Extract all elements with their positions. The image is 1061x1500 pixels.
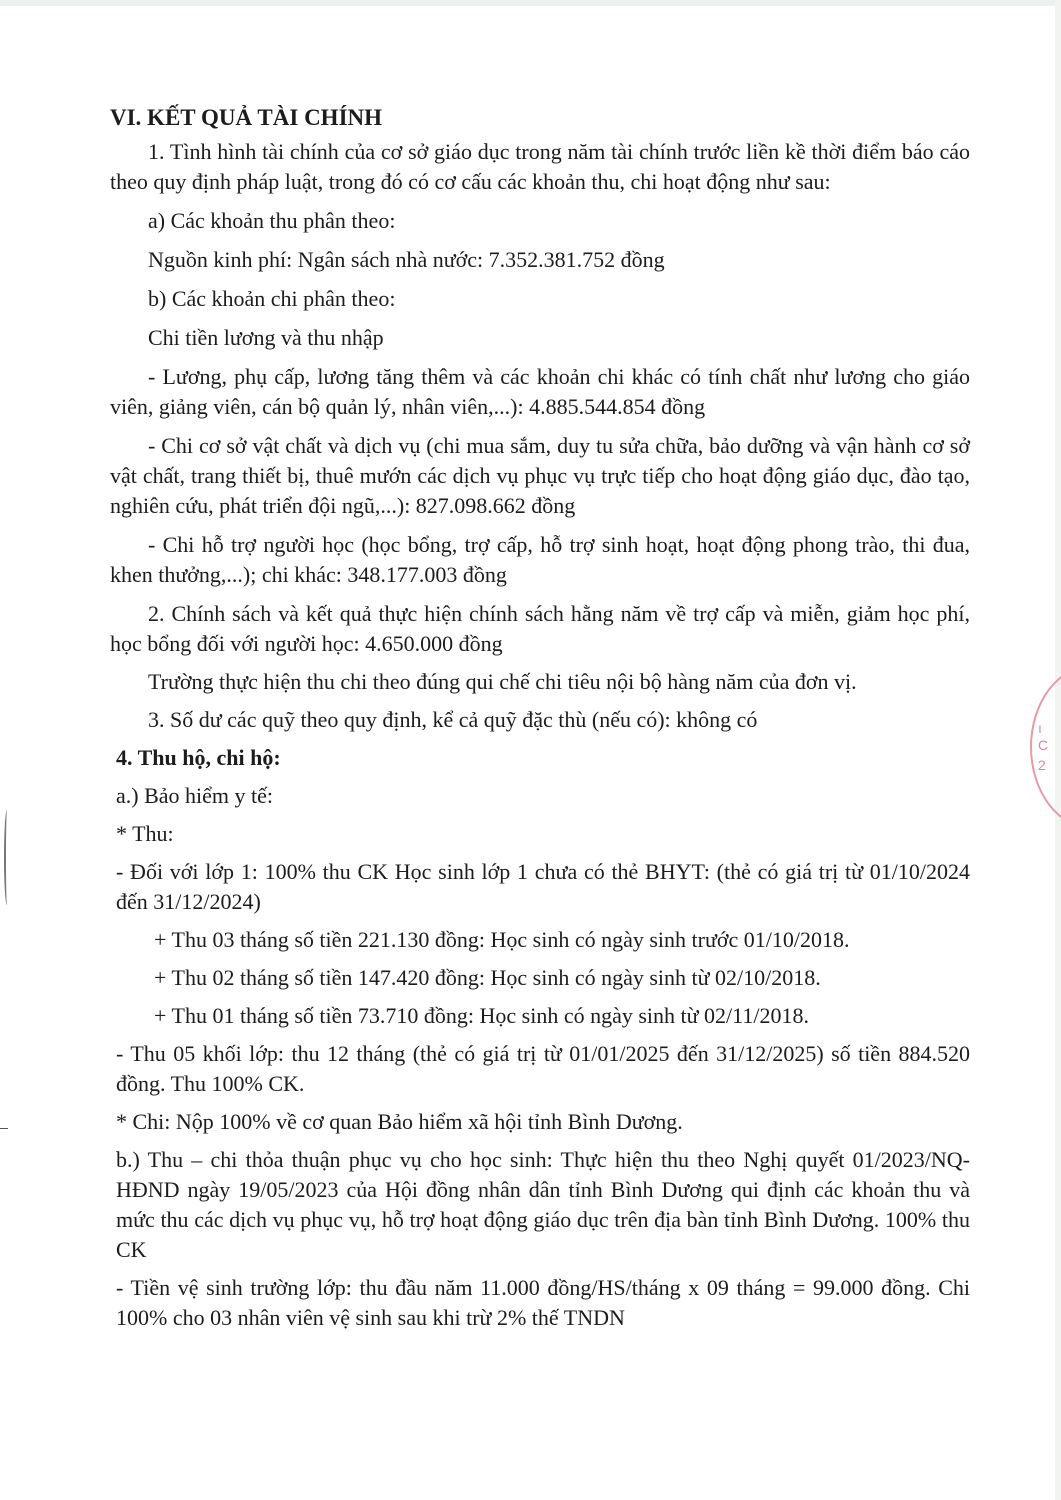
- document-page: [110, 103, 970, 1333]
- five-grades-line: - Thu 05 khối lớp: thu 12 tháng (thẻ có giá trị từ 01/01/2025 đến 31/12/2025) số tiền 884.520 đồng. Thu 100% CK.: [116, 1041, 970, 1096]
- agreement-paragraph: b.) Thu – chi thỏa thuận phục vụ cho học sinh: Thực hiện thu theo Nghị quyết 01/2023/NQ-HĐND ngày 19/05/2023 của Hội đồng nhân dân tỉnh Bình Dương qui định các khoản thu và mức thu các dịch vụ phục vụ, hỗ trợ hoạt động giáo dục trên địa bàn tỉnh Bình Dương. 100% thu CK: [116, 1147, 970, 1262]
- expense-salary-heading: Chi tiền lương và thu nhập: [148, 325, 384, 350]
- sanitation-paragraph: - Tiền vệ sinh trường lớp: thu đầu năm 11.000 đồng/HS/tháng x 09 tháng = 99.000 đồng. Chi 100% cho 03 nhân viên vệ sinh sau khi trừ 2% thế TNDN: [116, 1275, 970, 1330]
- scan-edge-top: [0, 0, 1061, 6]
- expense-support: - Chi hỗ trợ người học (học bổng, trợ cấp, hỗ trợ sinh hoạt, hoạt động phong trào, thi đua, khen thưởng,...); chi khác: 348.177.003 đồng: [110, 532, 970, 587]
- stamp-mark: 2: [1038, 757, 1046, 773]
- insurance-heading: a.) Bảo hiểm y tế:: [116, 783, 274, 808]
- grade1-sub-line: + Thu 01 tháng số tiền 73.710 đồng: Học sinh có ngày sinh từ 02/11/2018.: [154, 1003, 809, 1028]
- section-title: VI. KẾT QUẢ TÀI CHÍNH: [110, 105, 383, 130]
- red-stamp-fragment: [1030, 665, 1061, 825]
- item2-policy: 2. Chính sách và kết quả thực hiện chính sách hằng năm về trợ cấp và miễn, giảm học phí, học bổng đối với người học: 4.650.000 đồng: [110, 601, 970, 656]
- expense-salary: - Lương, phụ cấp, lương tăng thêm và các khoản chi khác có tính chất như lương cho giáo viên, giảng viên, cán bộ quản lý, nhân viên,...): 4.885.544.854 đồng: [110, 364, 970, 419]
- item1-intro: 1. Tình hình tài chính của cơ sở giáo dục trong năm tài chính trước liền kề thời điểm báo cáo theo quy định pháp luật, trong đó có cơ cấu các khoản thu, chi hoạt động như sau:: [110, 139, 970, 194]
- margin-binding-mark: [4, 810, 10, 905]
- expense-facilities: - Chi cơ sở vật chất và dịch vụ (chi mua sắm, duy tu sửa chữa, bảo dưỡng và vận hành cơ sở vật chất, trang thiết bị, thuê mướn các dịch vụ phục vụ trực tiếp cho hoạt động giáo dục, đào tạo, nghiên cứu, phát triển đội ngũ,...): 827.098.662 đồng: [110, 433, 970, 518]
- grade1-sub-line: + Thu 03 tháng số tiền 221.130 đồng: Học sinh có ngày sinh trước 01/10/2018.: [154, 927, 850, 952]
- item2-note: Trường thực hiện thu chi theo đúng qui chế chi tiêu nội bộ hàng năm của đơn vị.: [148, 669, 857, 694]
- income-source: Nguồn kinh phí: Ngân sách nhà nước: 7.352.381.752 đồng: [148, 247, 665, 272]
- item4-title: 4. Thu hộ, chi hộ:: [116, 745, 281, 770]
- income-heading: a) Các khoản thu phân theo:: [148, 208, 396, 233]
- stamp-mark: C: [1038, 737, 1049, 753]
- pay-line: * Chi: Nộp 100% về cơ quan Bảo hiểm xã hội tỉnh Bình Dương.: [116, 1109, 683, 1134]
- grade1-sub-line: + Thu 02 tháng số tiền 147.420 đồng: Học sinh có ngày sinh từ 02/10/2018.: [154, 965, 821, 990]
- collect-label: * Thu:: [116, 821, 174, 846]
- margin-tick: [0, 1128, 8, 1129]
- expense-heading: b) Các khoản chi phân theo:: [148, 286, 396, 311]
- grade1-line: - Đối với lớp 1: 100% thu CK Học sinh lớp 1 chưa có thẻ BHYT: (thẻ có giá trị từ 01/10/2024 đến 31/12/2024): [116, 859, 970, 914]
- item3-funds: 3. Số dư các quỹ theo quy định, kể cả quỹ đặc thù (nếu có): không có: [148, 707, 758, 732]
- stamp-mark: ı: [1038, 720, 1042, 736]
